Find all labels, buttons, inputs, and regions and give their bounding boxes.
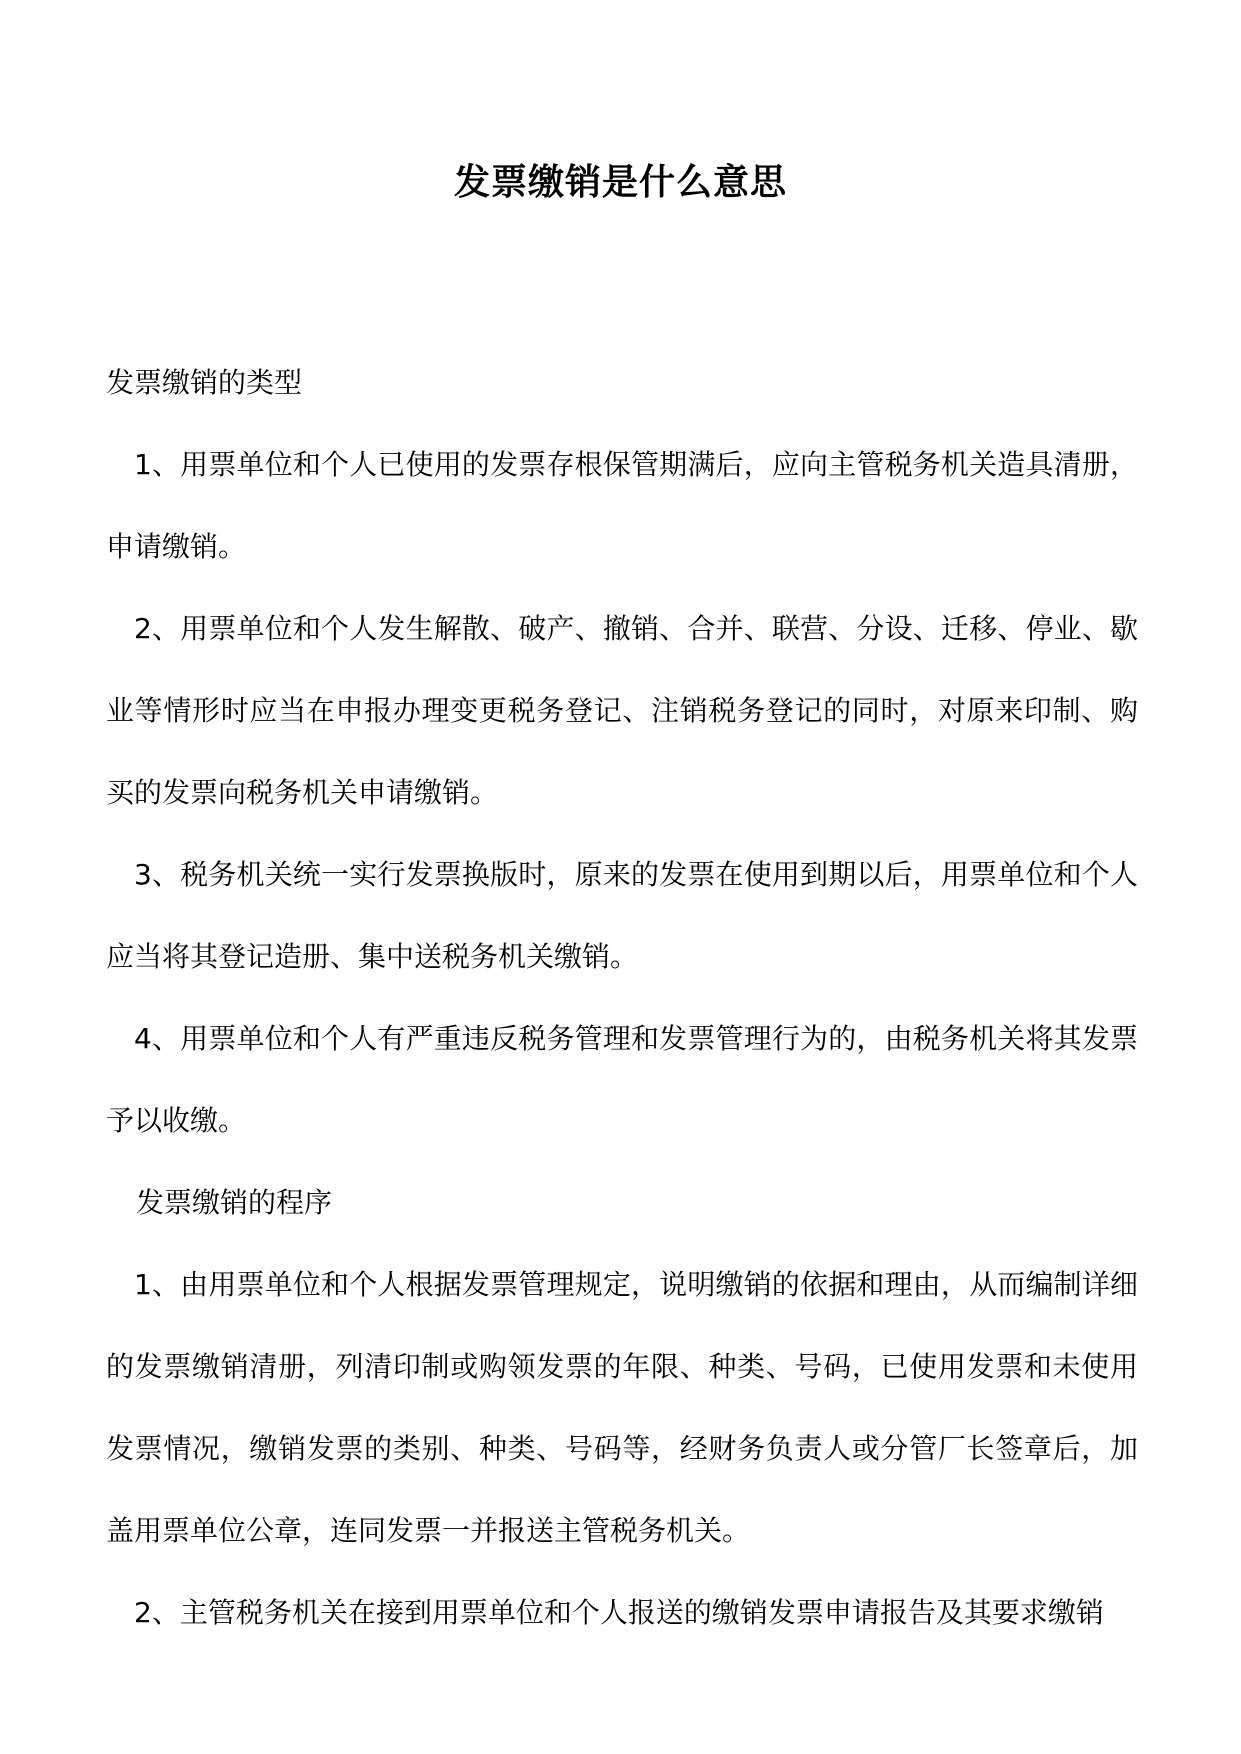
- section-heading-procedure: 发票缴销的程序: [136, 1186, 333, 1219]
- document-body: [106, 342, 1138, 1654]
- procedure-item-1: 1、由用票单位和个人根据发票管理规定，说明缴销的依据和理由，从而编制详细的发票缴销清册，列清印制或购领发票的年限、种类、号码，已使用发票和未使用发票情况，缴销发票的类别、种类、号码等，经财务负责人或分管厂长签章后，加盖用票单位公章，连同发票一并报送主管税务机关。: [106, 1268, 1138, 1547]
- types-item-1: 1、用票单位和个人已使用的发票存根保管期满后，应向主管税务机关造具清册，申请缴销。: [106, 448, 1138, 563]
- page-title: 发票缴销是什么意思: [453, 161, 787, 203]
- types-item-2: 2、用票单位和个人发生解散、破产、撤销、合并、联营、分设、迁移、停业、歇业等情形时应当在申报办理变更税务登记、注销税务登记的同时，对原来印制、购买的发票向税务机关申请缴销。: [106, 612, 1138, 809]
- section-heading-types: 发票缴销的类型: [106, 366, 303, 399]
- procedure-item-2: 2、主管税务机关在接到用票单位和个人报送的缴销发票申请报告及其要求缴销: [134, 1596, 1104, 1629]
- types-item-4: 4、用票单位和个人有严重违反税务管理和发票管理行为的，由税务机关将其发票予以收缴。: [106, 1022, 1138, 1137]
- types-item-3: 3、税务机关统一实行发票换版时，原来的发票在使用到期以后，用票单位和个人应当将其登记造册、集中送税务机关缴销。: [106, 858, 1138, 973]
